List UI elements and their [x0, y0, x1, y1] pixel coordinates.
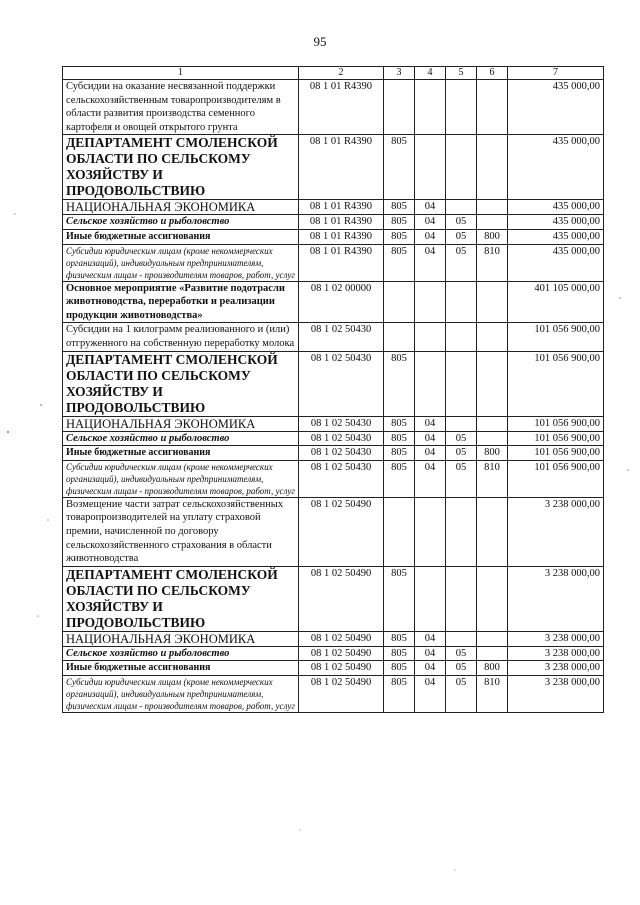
header-col-4: 4 — [415, 67, 446, 80]
row-ministry-code: 805 — [384, 446, 415, 461]
row-section-code — [415, 323, 446, 351]
row-agriculture — [63, 431, 604, 446]
row-expense-type — [477, 200, 508, 215]
row-section-code: 04 — [415, 431, 446, 446]
row-name: Субсидии на 1 килограмм реализованного и (или) отгруженного на собственную переработку молока — [63, 323, 299, 351]
row-name: Иные бюджетные ассигнования — [63, 229, 299, 244]
row-target-code: 08 1 01 R4390 — [299, 135, 384, 200]
row-subsection-code: 05 — [446, 431, 477, 446]
row-expense-type — [477, 281, 508, 323]
row-name: Возмещение части затрат сельскохозяйственных товаропроизводителей на уплату страховой премии, начисленной по договору сельскохозяйственного страхования в области животноводства — [63, 497, 299, 566]
row-ministry-code — [384, 281, 415, 323]
row-subsection-code — [446, 631, 477, 646]
header-col-5: 5 — [446, 67, 477, 80]
row-section-code: 04 — [415, 244, 446, 281]
row-expense-type — [477, 351, 508, 416]
row-target-code: 08 1 02 50490 — [299, 661, 384, 676]
row-section-code: 04 — [415, 460, 446, 497]
row-subsection-code — [446, 497, 477, 566]
row-amount: 3 238 000,00 — [508, 631, 604, 646]
row-section-code — [415, 566, 446, 631]
row-ministry-code: 805 — [384, 351, 415, 416]
row-section-code: 04 — [415, 229, 446, 244]
row-national-economy — [63, 631, 604, 646]
row-department — [63, 135, 604, 200]
row-subsection-code: 05 — [446, 460, 477, 497]
row-ministry-code: 805 — [384, 229, 415, 244]
row-expense-type — [477, 646, 508, 661]
row-subsection-code: 05 — [446, 446, 477, 461]
row-expense-type: 800 — [477, 229, 508, 244]
row-target-code: 08 1 02 50430 — [299, 460, 384, 497]
row-ministry-code: 805 — [384, 416, 415, 431]
row-subsection-code — [446, 80, 477, 135]
row-amount: 101 056 900,00 — [508, 351, 604, 416]
row-other-allocations — [63, 446, 604, 461]
row-subsection-code — [446, 135, 477, 200]
row-section-code: 04 — [415, 646, 446, 661]
row-ministry-code — [384, 323, 415, 351]
row-ministry-code: 805 — [384, 646, 415, 661]
row-expense-type — [477, 135, 508, 200]
row-ministry-code — [384, 80, 415, 135]
header-col-6: 6 — [477, 67, 508, 80]
row-section-code — [415, 80, 446, 135]
header-col-3: 3 — [384, 67, 415, 80]
row-national-economy — [63, 416, 604, 431]
row-amount: 101 056 900,00 — [508, 323, 604, 351]
row-target-code: 08 1 02 50490 — [299, 646, 384, 661]
budget-table — [62, 66, 604, 713]
row-target-code: 08 1 01 R4390 — [299, 244, 384, 281]
row-national-economy — [63, 200, 604, 215]
row-section-code: 04 — [415, 675, 446, 712]
row-target-code: 08 1 02 00000 — [299, 281, 384, 323]
row-ministry-code: 805 — [384, 661, 415, 676]
row-ministry-code: 805 — [384, 215, 415, 230]
header-col-7: 7 — [508, 67, 604, 80]
row-amount: 3 238 000,00 — [508, 566, 604, 631]
row-legal-entity-subsidies — [63, 675, 604, 712]
row-expense-type — [477, 631, 508, 646]
row-subsection-code: 05 — [446, 244, 477, 281]
row-department — [63, 351, 604, 416]
header-col-1: 1 — [63, 67, 299, 80]
row-subsection-code: 05 — [446, 661, 477, 676]
row-expense-type — [477, 497, 508, 566]
row-section-code — [415, 281, 446, 323]
row-other-allocations — [63, 229, 604, 244]
row-name: ДЕПАРТАМЕНТ СМОЛЕНСКОЙ ОБЛАСТИ ПО СЕЛЬСКОМУ ХОЗЯЙСТВУ И ПРОДОВОЛЬСТВИЮ — [63, 351, 299, 416]
row-subsection-code: 05 — [446, 215, 477, 230]
row-name: Сельское хозяйство и рыболовство — [63, 431, 299, 446]
row-target-code: 08 1 02 50430 — [299, 416, 384, 431]
row-name: ДЕПАРТАМЕНТ СМОЛЕНСКОЙ ОБЛАСТИ ПО СЕЛЬСКОМУ ХОЗЯЙСТВУ И ПРОДОВОЛЬСТВИЮ — [63, 135, 299, 200]
row-department — [63, 566, 604, 631]
row-legal-entity-subsidies — [63, 460, 604, 497]
row-target-code: 08 1 02 50430 — [299, 323, 384, 351]
row-section-code: 04 — [415, 446, 446, 461]
row-ministry-code: 805 — [384, 460, 415, 497]
row-expense-type — [477, 566, 508, 631]
row-target-code: 08 1 02 50490 — [299, 675, 384, 712]
row-name: Иные бюджетные ассигнования — [63, 446, 299, 461]
row-section-code — [415, 351, 446, 416]
row-ministry-code: 805 — [384, 631, 415, 646]
row-subsection-code — [446, 351, 477, 416]
row-expense-type — [477, 323, 508, 351]
row-expense-type: 810 — [477, 244, 508, 281]
row-ministry-code: 805 — [384, 135, 415, 200]
row-target-code: 08 1 02 50490 — [299, 497, 384, 566]
row-amount: 101 056 900,00 — [508, 431, 604, 446]
row-name: НАЦИОНАЛЬНАЯ ЭКОНОМИКА — [63, 200, 299, 215]
row-target-code: 08 1 01 R4390 — [299, 229, 384, 244]
page-number: 95 — [313, 34, 327, 49]
row-ministry-code: 805 — [384, 244, 415, 281]
row-name: ДЕПАРТАМЕНТ СМОЛЕНСКОЙ ОБЛАСТИ ПО СЕЛЬСКОМУ ХОЗЯЙСТВУ И ПРОДОВОЛЬСТВИЮ — [63, 566, 299, 631]
row-ministry-code — [384, 497, 415, 566]
row-amount: 3 238 000,00 — [508, 646, 604, 661]
row-ministry-code: 805 — [384, 200, 415, 215]
row-section-code: 04 — [415, 416, 446, 431]
row-agriculture — [63, 646, 604, 661]
row-section-code: 04 — [415, 631, 446, 646]
row-name: Субсидии на оказание несвязанной поддержки сельскохозяйственным товаропроизводителям в области развития производства семенного картофеля и овощей открытого грунта — [63, 80, 299, 135]
row-target-code: 08 1 02 50430 — [299, 351, 384, 416]
row-amount: 435 000,00 — [508, 229, 604, 244]
row-amount: 401 105 000,00 — [508, 281, 604, 323]
row-expense-type: 810 — [477, 675, 508, 712]
header-col-2: 2 — [299, 67, 384, 80]
row-item — [63, 80, 604, 135]
row-expense-type: 810 — [477, 460, 508, 497]
row-amount: 435 000,00 — [508, 135, 604, 200]
row-section-code: 04 — [415, 661, 446, 676]
row-section-code — [415, 135, 446, 200]
row-target-code: 08 1 01 R4390 — [299, 215, 384, 230]
row-subsection-code — [446, 200, 477, 215]
row-subsection-code — [446, 566, 477, 631]
row-amount: 101 056 900,00 — [508, 446, 604, 461]
row-legal-entity-subsidies — [63, 244, 604, 281]
row-target-code: 08 1 02 50490 — [299, 566, 384, 631]
row-subsection-code — [446, 416, 477, 431]
row-ministry-code: 805 — [384, 431, 415, 446]
row-name: НАЦИОНАЛЬНАЯ ЭКОНОМИКА — [63, 416, 299, 431]
row-amount: 101 056 900,00 — [508, 416, 604, 431]
row-target-code: 08 1 01 R4390 — [299, 80, 384, 135]
row-section-code: 04 — [415, 200, 446, 215]
row-agriculture — [63, 215, 604, 230]
row-item — [63, 323, 604, 351]
row-ministry-code: 805 — [384, 566, 415, 631]
row-amount: 3 238 000,00 — [508, 497, 604, 566]
row-name: Субсидии юридическим лицам (кроме некоммерческих организаций), индивидуальным предпринимателям, физическим лицам - производителям товаров, работ, услуг — [63, 244, 299, 281]
row-subsection-code — [446, 323, 477, 351]
row-amount: 435 000,00 — [508, 244, 604, 281]
row-subsection-code: 05 — [446, 229, 477, 244]
row-name: Субсидии юридическим лицам (кроме некоммерческих организаций), индивидуальным предпринимателям, физическим лицам - производителям товаров, работ, услуг — [63, 675, 299, 712]
row-section-code: 04 — [415, 215, 446, 230]
row-other-allocations — [63, 661, 604, 676]
row-subsection-code: 05 — [446, 646, 477, 661]
row-amount: 3 238 000,00 — [508, 675, 604, 712]
row-target-code: 08 1 02 50430 — [299, 431, 384, 446]
row-name: Субсидии юридическим лицам (кроме некоммерческих организаций), индивидуальным предпринимателям, физическим лицам - производителям товаров, работ, услуг — [63, 460, 299, 497]
row-target-code: 08 1 02 50490 — [299, 631, 384, 646]
table-header-row — [63, 67, 604, 80]
row-expense-type — [477, 416, 508, 431]
row-item — [63, 497, 604, 566]
row-name: Сельское хозяйство и рыболовство — [63, 646, 299, 661]
row-expense-type — [477, 215, 508, 230]
row-amount: 3 238 000,00 — [508, 661, 604, 676]
row-ministry-code: 805 — [384, 675, 415, 712]
row-name: Основное мероприятие «Развитие подотрасли животноводства, переработки и реализации продукции животноводства» — [63, 281, 299, 323]
row-expense-type — [477, 431, 508, 446]
row-subsection-code: 05 — [446, 675, 477, 712]
row-name: НАЦИОНАЛЬНАЯ ЭКОНОМИКА — [63, 631, 299, 646]
row-amount: 435 000,00 — [508, 80, 604, 135]
row-expense-type: 800 — [477, 446, 508, 461]
row-name: Сельское хозяйство и рыболовство — [63, 215, 299, 230]
row-section-code — [415, 497, 446, 566]
row-expense-type — [477, 80, 508, 135]
row-main-activity — [63, 281, 604, 323]
row-amount: 435 000,00 — [508, 215, 604, 230]
row-target-code: 08 1 02 50430 — [299, 446, 384, 461]
row-amount: 435 000,00 — [508, 200, 604, 215]
row-name: Иные бюджетные ассигнования — [63, 661, 299, 676]
row-amount: 101 056 900,00 — [508, 460, 604, 497]
row-target-code: 08 1 01 R4390 — [299, 200, 384, 215]
row-subsection-code — [446, 281, 477, 323]
row-expense-type: 800 — [477, 661, 508, 676]
